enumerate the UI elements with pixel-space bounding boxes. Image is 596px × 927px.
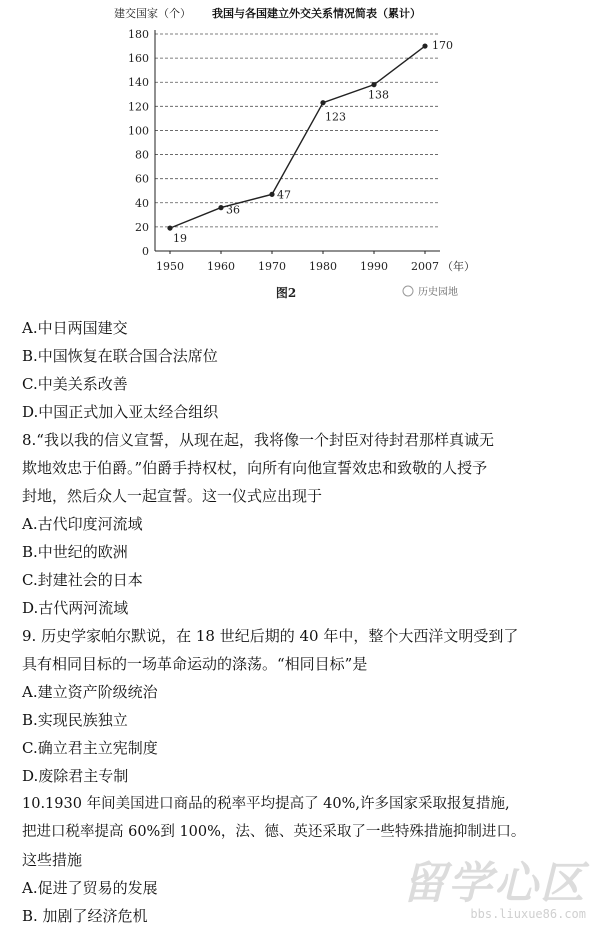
option-d-1: D.中国正式加入亚太经合组织 [22, 403, 219, 421]
data-point [167, 225, 172, 230]
q10-line-2: 把进口税率提高 60%到 100%，法、德、英还采取了一些特殊措施抑制进口。 [22, 824, 526, 840]
chart-title: 我国与各国建立外交关系情况简表（累计） [212, 7, 421, 20]
q8-option-b: B.中世纪的欧洲 [22, 543, 128, 561]
y-tick-label: 60 [135, 172, 149, 186]
q9-option-d: D.废除君主专制 [22, 767, 129, 785]
q9-line-2: 具有相同目标的一场革命运动的涤荡。“相同目标”是 [22, 655, 368, 673]
q8-option-c: C.封建社会的日本 [22, 571, 143, 589]
data-label: 123 [325, 110, 346, 124]
x-tick-label: 1960 [207, 260, 235, 273]
option-c-1: C.中美关系改善 [22, 375, 128, 393]
q9-line-1: 9. 历史学家帕尔默说，在 18 世纪后期的 40 年中，整个大西洋文明受到了 [22, 627, 519, 645]
data-label: 138 [368, 88, 389, 102]
x-tick-label: 1990 [360, 260, 388, 273]
data-label: 36 [226, 203, 240, 217]
y-tick-label: 20 [135, 220, 149, 234]
q8-line-3: 封地，然后众人一起宣誓。这一仪式应出现于 [22, 487, 323, 505]
y-tick-label: 40 [135, 196, 149, 210]
chart-svg [100, 0, 480, 306]
y-tick-label: 100 [128, 124, 149, 138]
source-icon [403, 286, 413, 296]
data-label: 19 [173, 232, 187, 246]
watermark-url: bbs.liuxue86.com [470, 907, 586, 921]
y-tick-label: 80 [135, 148, 149, 162]
q8-line-2: 欺地效忠于伯爵。”伯爵手持权杖，向所有向他宣誓效忠和致敬的人授予 [22, 459, 488, 477]
q9-option-b: B.实现民族独立 [22, 711, 128, 729]
series-line [170, 46, 425, 228]
q8-option-d: D.古代两河流域 [22, 599, 129, 617]
q8-option-a: A.古代印度河流域 [22, 515, 143, 533]
x-tick-label: 1950 [156, 260, 184, 273]
q8-line-1: 8.“我以我的信义宣誓，从现在起，我将像一个封臣对待封君那样真诚无 [22, 431, 494, 449]
diplomatic-relations-chart [100, 0, 480, 306]
x-tick-label: 1980 [309, 260, 337, 273]
q10-option-a: A.促进了贸易的发展 [22, 879, 158, 897]
source-logo [403, 285, 458, 298]
y-tick-label: 140 [128, 76, 149, 90]
watermark [402, 858, 586, 921]
chart-caption: 图2 [275, 286, 297, 300]
q9-option-c: C.确立君主立宪制度 [22, 739, 158, 757]
watermark-logo: 留学心区 [402, 858, 586, 909]
q10-line-3: 这些措施 [22, 851, 83, 869]
data-point [218, 205, 223, 210]
chart-xlabel: （年） [442, 260, 475, 273]
option-b-1: B.中国恢复在联合国合法席位 [22, 347, 218, 365]
option-a-1: A.中日两国建交 [22, 319, 128, 337]
data-point [269, 192, 274, 197]
x-tick-label: 1970 [258, 260, 286, 273]
q9-option-a: A.建立资产阶级统治 [22, 683, 158, 701]
y-tick-label: 160 [128, 52, 149, 66]
chart-source: 历史园地 [418, 287, 458, 298]
data-point [320, 100, 325, 105]
y-tick-label: 120 [128, 100, 149, 114]
data-point [422, 43, 427, 48]
data-point [371, 82, 376, 87]
q10-line-1: 10.1930 年间美国进口商品的税率平均提高了 40%,许多国家采取报复措施, [22, 796, 510, 812]
chart-ylabel: 建交国家（个） [114, 7, 191, 20]
y-tick-label: 180 [128, 28, 149, 41]
q10-option-b: B. 加剧了经济危机 [22, 907, 148, 925]
y-tick-label: 0 [142, 245, 149, 258]
x-tick-label: 2007 [411, 260, 439, 273]
data-label: 170 [432, 39, 453, 53]
data-label: 47 [277, 188, 291, 202]
